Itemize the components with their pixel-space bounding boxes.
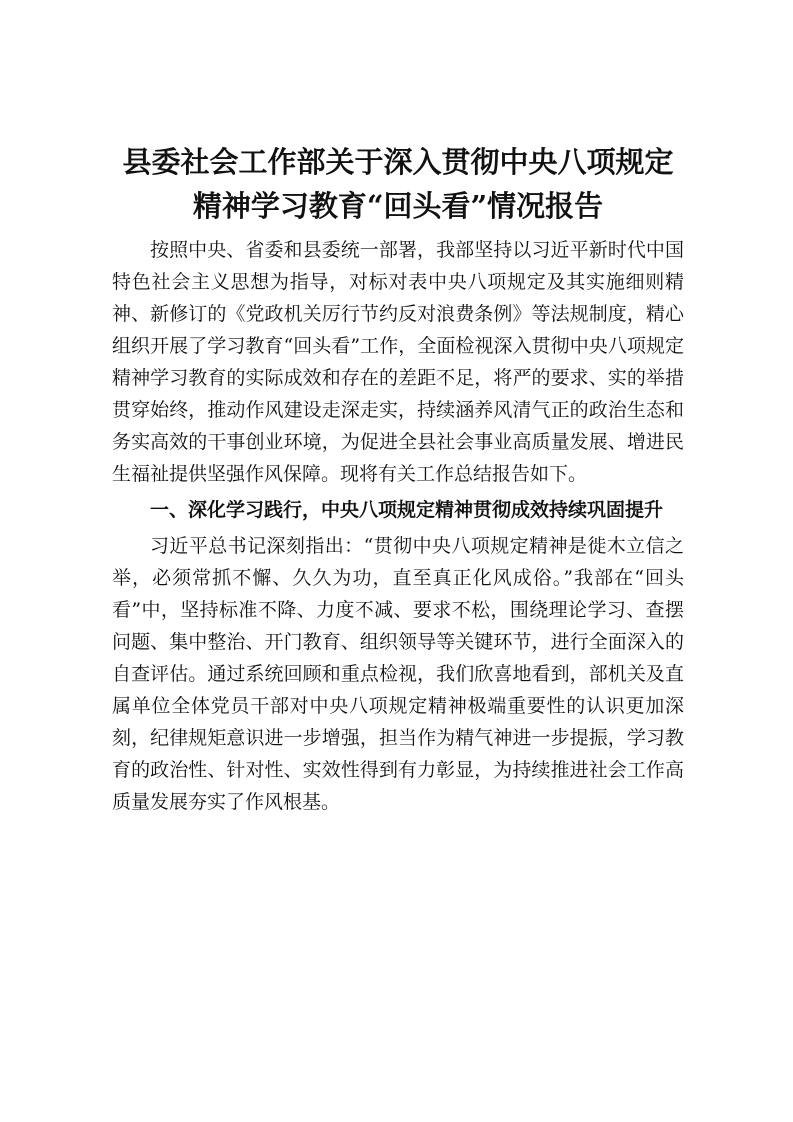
document-body — [112, 140, 684, 818]
document-title: 县委社会工作部关于深入贯彻中央八项规定精神学习教育“回头看”情况报告 — [122, 145, 674, 223]
intro-paragraph: 按照中央、省委和县委统一部署，我部坚持以习近平新时代中国特色社会主义思想为指导，对标对表中央八项规定及其实施细则精神、新修订的《党政机关厉行节约反对浪费条例》等法规制度，精心组织开展了学习教育“回头看”工作，全面检视深入贯彻中央八项规定精神学习教育的实际成效和存在的差距不足，将严的要求、实的举措贯穿始终，推动作风建设走深走实，持续涵养风清气正的政治生态和务实高效的干事创业环境，为促进全县社会事业高质量发展、增进民生福祉提供坚强作风保障。现将有关工作总结报告如下。 — [112, 239, 684, 485]
section-paragraph: 习近平总书记深刻指出：“贯彻中央八项规定精神是徙木立信之举，必须常抓不懈、久久为功，直至真正化风成俗。”我部在“回头看”中，坚持标准不降、力度不减、要求不松，围绕理论学习、查摆问题、集中整治、开门教育、组织领导等关键环节，进行全面深入的自查评估。通过系统回顾和重点检视，我们欣喜地看到，部机关及直属单位全体党员干部对中央八项规定精神极端重要性的认识更加深刻，纪律规矩意识进一步增强，担当作为精气神进一步提振，学习教育的政治性、针对性、实效性得到有力彰显，为持续推进社会工作高质量发展夯实了作风根基。 — [112, 535, 684, 813]
section-heading: 一、深化学习践行，中央八项规定精神贯彻成效持续巩固提升 — [150, 499, 664, 521]
